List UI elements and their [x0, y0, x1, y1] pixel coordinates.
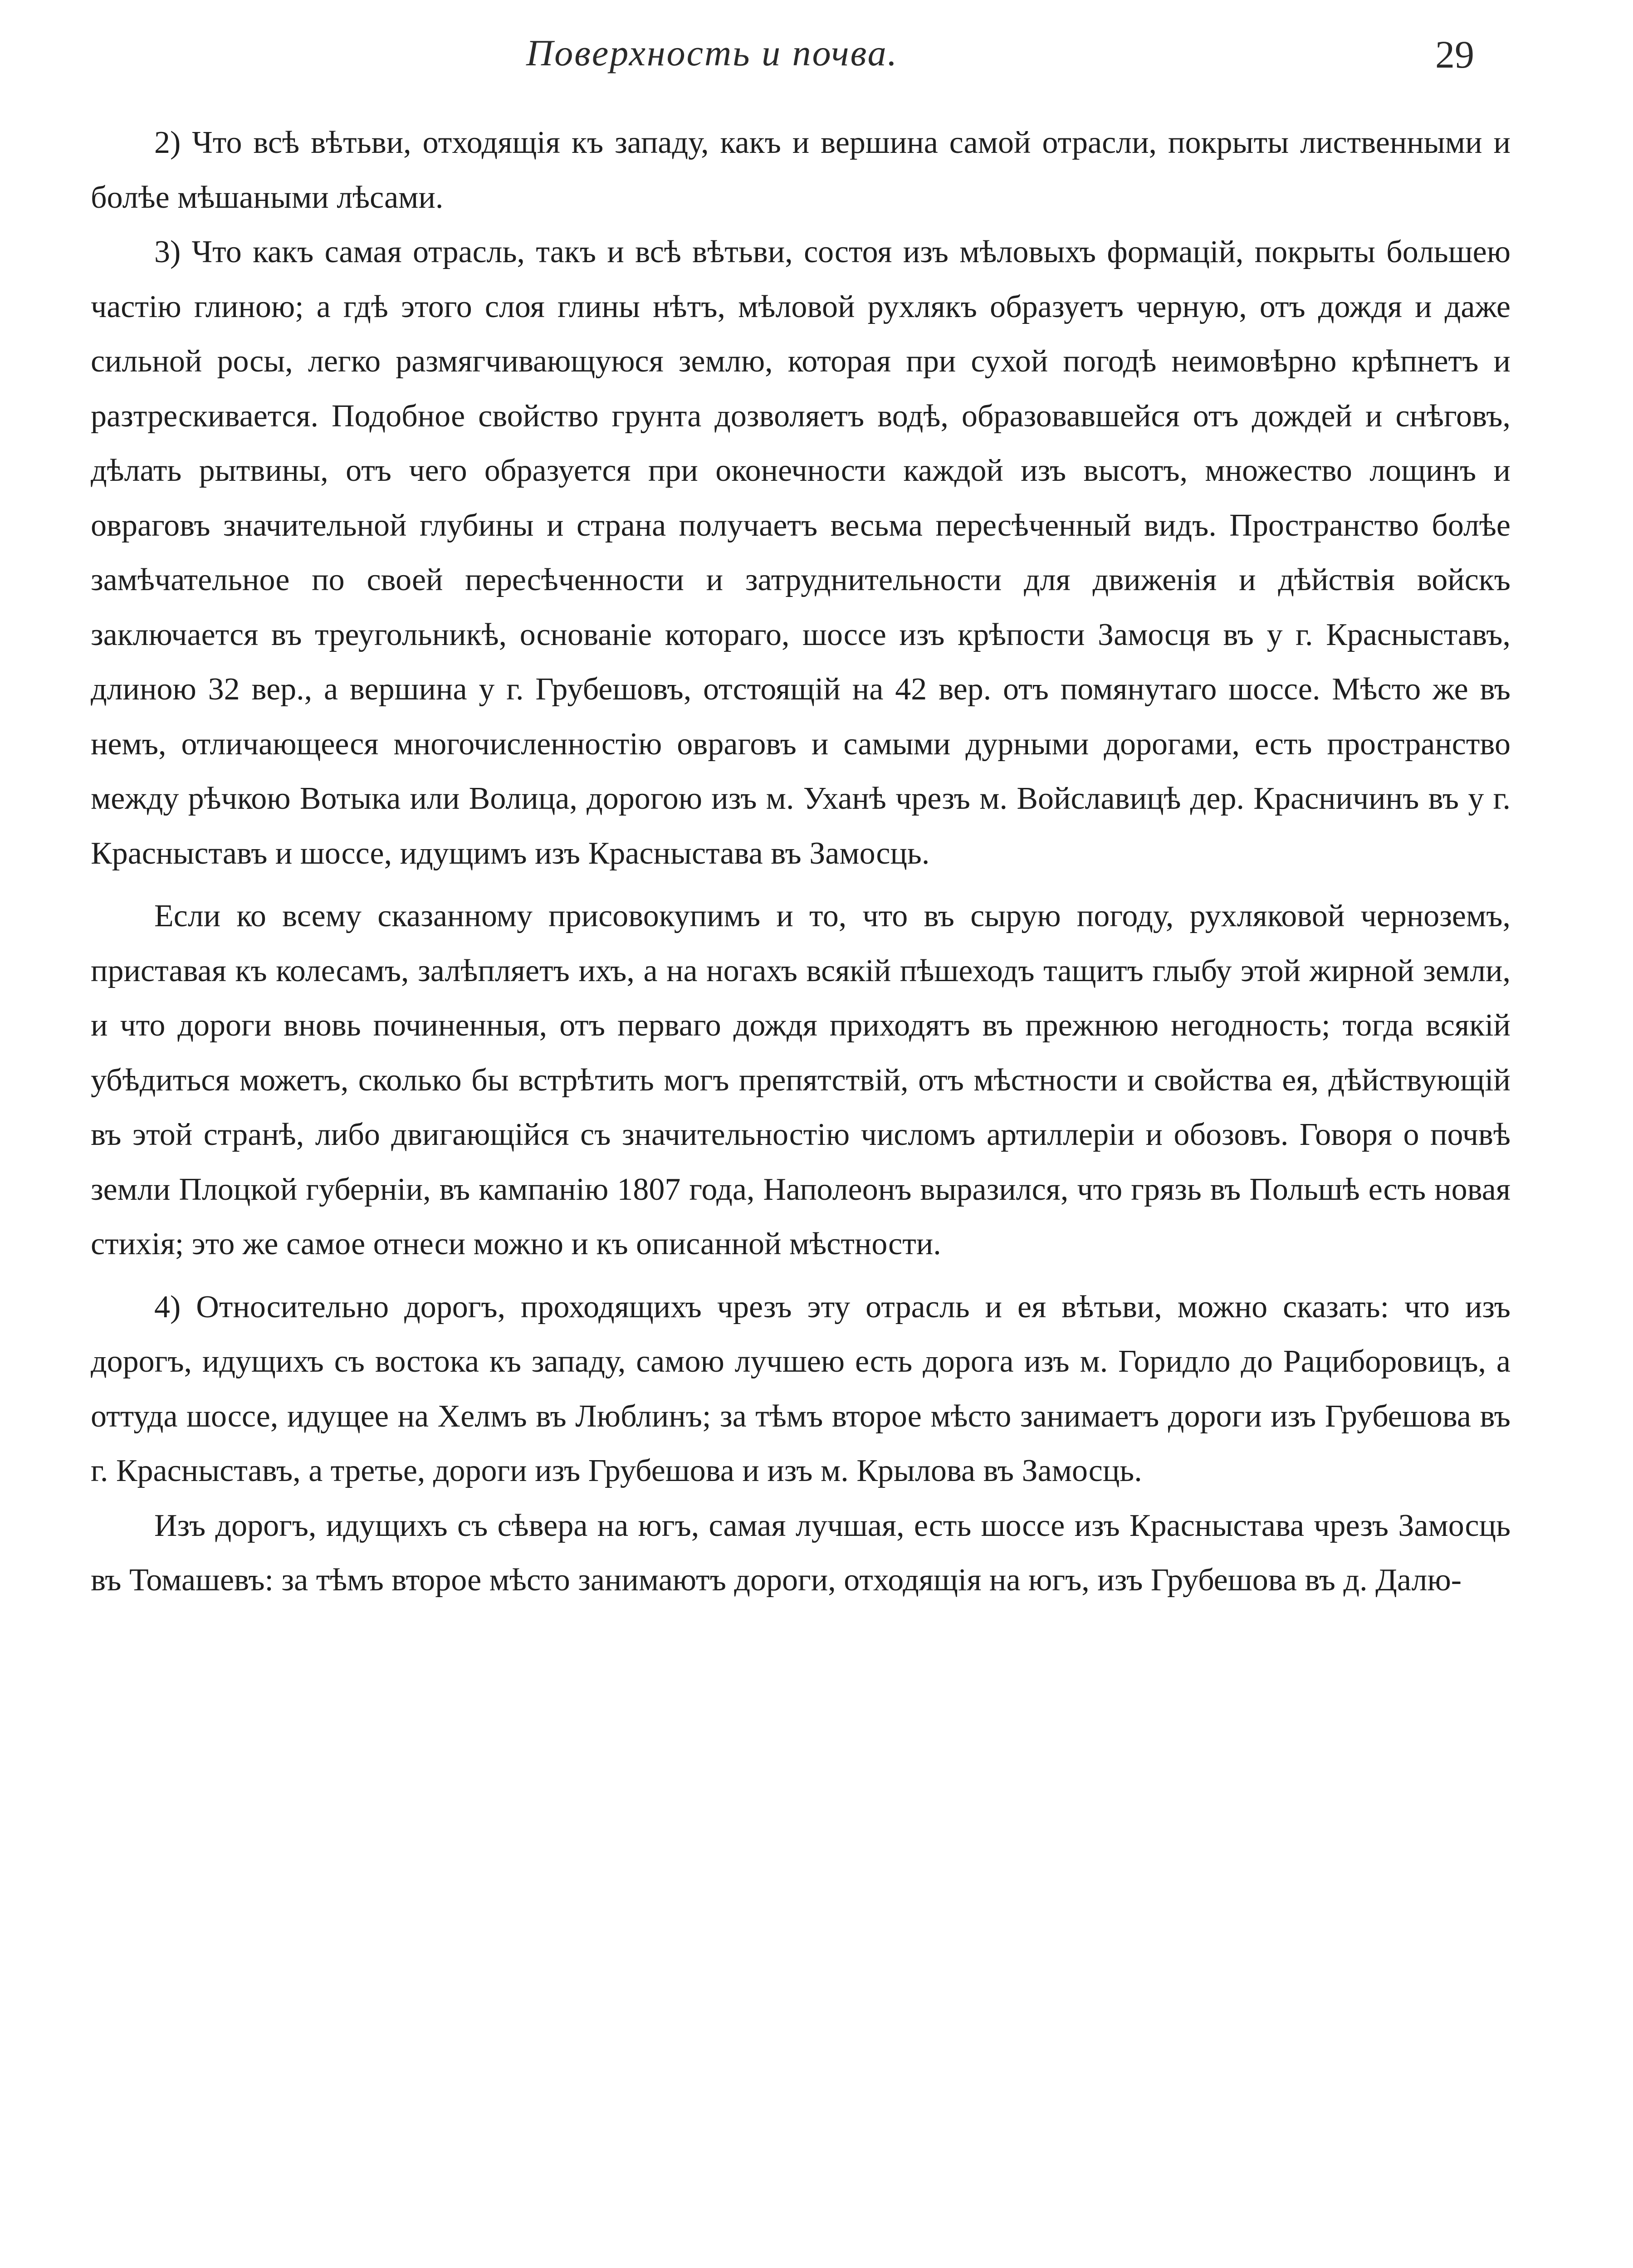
page-number: 29	[1435, 33, 1474, 76]
paragraph: 3) Что какъ самая отрасль, такъ и всѣ вѣтьви, состоя изъ мѣловыхъ формацій, покрыты большею частію глиною; а гдѣ этого слоя глины нѣтъ, мѣловой рухлякъ образуетъ черную, отъ дождя и даже сильной росы, легко размягчивающуюся землю, которая при сухой погодѣ неимовѣрно крѣпнетъ и разтрескивается. Подобное свойство грунта дозволяетъ водѣ, образовавшейся отъ дождей и снѣговъ, дѣлать рытвины, отъ чего образуется при оконечности каждой изъ высотъ, множество лощинъ и овраговъ значительной глубины и страна получаетъ весьма пересѣченный видъ. Пространство болѣе замѣчательное по своей пересѣченности и затруднительности для движенія и дѣйствія войскъ заключается въ треугольникѣ, основаніе котораго, шоссе изъ крѣпости Замосця въ у г. Красныставъ, длиною 32 вер., а вершина у г. Грубешовъ, отстоящій на 42 вер. отъ помянутаго шоссе. Мѣсто же въ немъ, отличающееся многочисленностію овраговъ и самыми дурными дорогами, есть пространство между рѣчкою Вотыка или Волица, дорогою изъ м. Уханѣ чрезъ м. Войславицѣ дер. Красничинъ въ у г. Красныставъ и шоссе, идущимъ изъ Красныстава въ Замосць.	[91, 235, 1511, 871]
paragraph: Если ко всему сказанному присовокупимъ и то, что въ сырую погоду, рухляковой черноземъ, приставая къ колесамъ, залѣпляетъ ихъ, а на ногахъ всякій пѣшеходъ тащитъ глыбу этой жирной земли, и что дороги вновь починенныя, отъ перваго дождя приходятъ въ прежнюю негодность; тогда всякій убѣдиться можетъ, сколько бы встрѣтить могъ препятствій, отъ мѣстности и свойства ея, дѣйствующій въ этой странѣ, либо двигающійся съ значительностію числомъ артиллеріи и обозовъ. Говоря о почвѣ земли Плоцкой губерніи, въ кампанію 1807 года, Наполеонъ выразился, что грязь въ Польшѣ есть новая стихія; это же самое отнеси можно и къ описанной мѣстности.	[91, 899, 1511, 1261]
paragraph: 2) Что всѣ вѣтьви, отходящія къ западу, какъ и вершина самой отрасли, покрыты лиственными и болѣе мѣшаными лѣсами.	[91, 125, 1511, 215]
paragraph: Изъ дорогъ, идущихъ съ сѣвера на югъ, самая лучшая, есть шоссе изъ Красныстава чрезъ Замосць въ Томашевъ: за тѣмъ второе мѣсто занимаютъ дороги, отходящія на югъ, изъ Грубешова въ д. Далю-	[91, 1508, 1511, 1598]
body-text	[91, 116, 1511, 1608]
paragraph: 4) Относительно дорогъ, проходящихъ чрезъ эту отрасль и ея вѣтьви, можно сказать: что изъ дорогъ, идущихъ съ востока къ западу, самою лучшею есть дорога изъ м. Горидло до Рациборовицъ, а оттуда шоссе, идущее на Хелмъ въ Люблинъ; за тѣмъ второе мѣсто занимаетъ дороги изъ Грубешова въ г. Красныставъ, а третье, дороги изъ Грубешова и изъ м. Крылова въ Замосць.	[91, 1289, 1511, 1488]
running-title: Поверхность и почва.	[526, 32, 899, 73]
